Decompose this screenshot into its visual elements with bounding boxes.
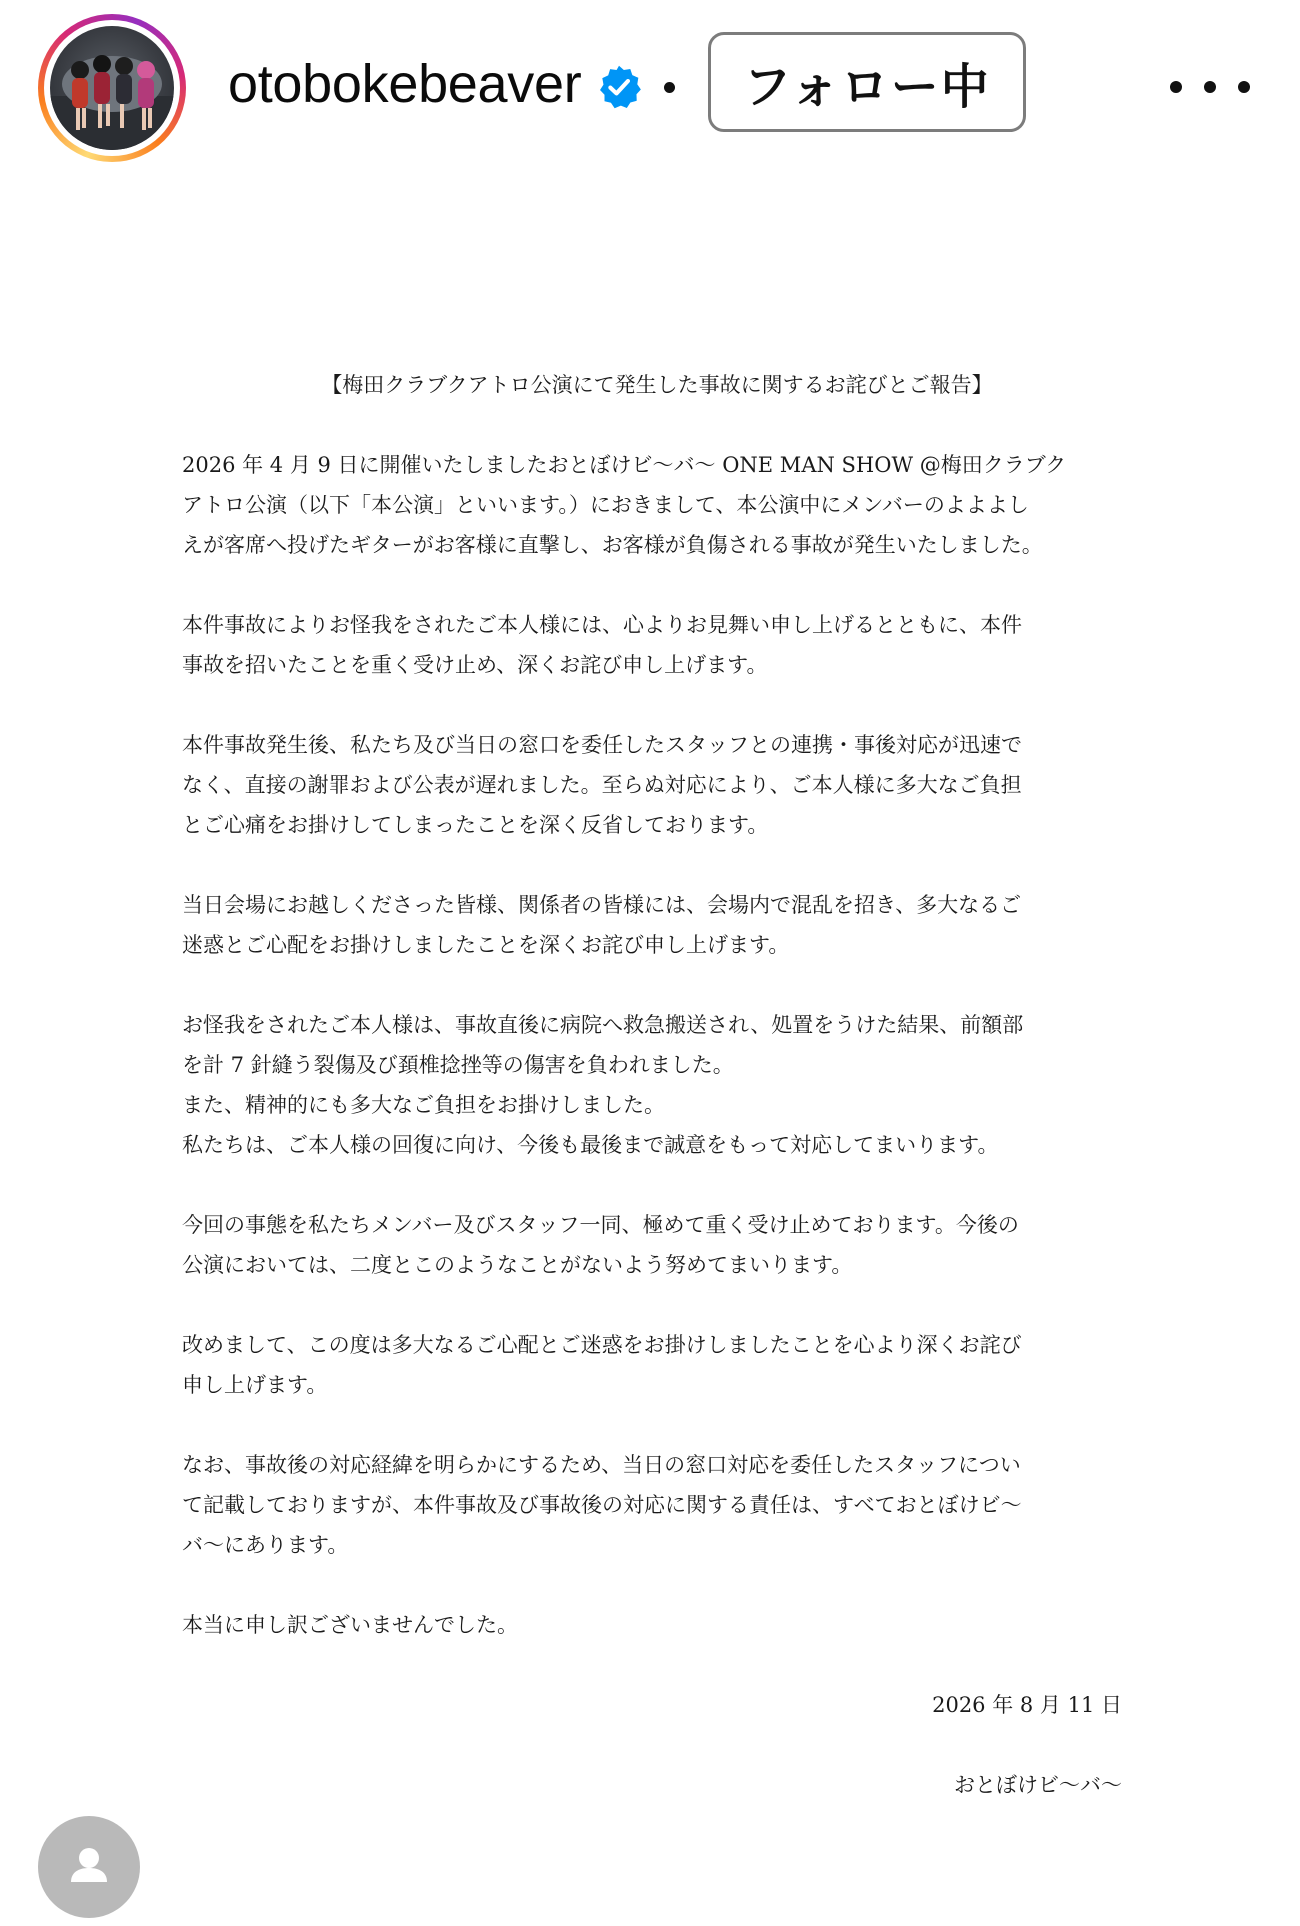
paragraph-line: 本件事故発生後、私たち及び当日の窓口を委任したスタッフとの連携・事後対応が迅速で [182, 733, 1022, 757]
person-silhouette-icon [38, 1816, 140, 1918]
profile-avatar [50, 26, 174, 150]
more-options-icon[interactable] [1170, 62, 1250, 112]
paragraph-line: 迷惑とご心配をお掛けしましたことを深くお詫び申し上げます。 [182, 933, 790, 957]
paragraph [182, 1325, 1132, 1405]
paragraph-line: 本当に申し訳ございませんでした。 [182, 1613, 518, 1637]
paragraph [182, 1445, 1132, 1565]
statement-signature: おとぼけビ〜バ〜 [954, 1773, 1122, 1797]
band-photo-image [50, 26, 174, 150]
paragraph [182, 605, 1132, 685]
paragraph-line: 申し上げます。 [182, 1373, 328, 1397]
more-dot [1170, 81, 1182, 93]
paragraph-line: を計 7 針縫う裂傷及び頚椎捻挫等の傷害を負われました。 [182, 1053, 734, 1077]
more-dot [1204, 81, 1216, 93]
paragraph-line: 当日会場にお越しくださった皆様、関係者の皆様には、会場内で混乱を招き、多大なるご [182, 893, 1022, 917]
separator-dot [664, 82, 675, 93]
paragraph-line: なく、直接の謝罪および公表が遅れました。至らぬ対応により、ご本人様に多大なご負担 [182, 773, 1022, 797]
paragraph-line: 本件事故によりお怪我をされたご本人様には、心よりお見舞い申し上げるとともに、本件 [182, 613, 1022, 637]
paragraph-line: アトロ公演（以下「本公演」といいます。）におきまして、本公演中にメンバーのよよよし [182, 493, 1029, 517]
paragraph-line: 私たちは、ご本人様の回復に向け、今後も最後まで誠意をもって対応してまいります。 [182, 1133, 999, 1157]
verified-badge-icon [596, 64, 642, 110]
paragraph-line: また、精神的にも多大なご負担をお掛けしました。 [182, 1093, 665, 1117]
paragraph-line: なお、事故後の対応経緯を明らかにするため、当日の窓口対応を委任したスタッフについ [182, 1453, 1021, 1477]
profile-avatar-story-ring[interactable] [38, 14, 186, 162]
paragraph-line: お怪我をされたご本人様は、事故直後に病院へ救急搬送され、処置をうけた結果、前額部 [182, 1013, 1024, 1037]
statement-date: 2026 年 8 月 11 日 [932, 1693, 1122, 1717]
more-dot [1238, 81, 1250, 93]
paragraph-line: て記載しておりますが、本件事故及び事故後の対応に関する責任は、すべておとぼけビ〜 [182, 1493, 1022, 1517]
statement-title: 【梅田クラブクアトロ公演にて発生した事故に関するお詫びとご報告】 [321, 373, 993, 397]
paragraph [182, 445, 1132, 565]
paragraph-line: えが客席へ投げたギターがお客様に直撃し、お客様が負傷される事故が発生いたしました。 [182, 533, 1043, 557]
paragraph [182, 1605, 1132, 1645]
paragraph [182, 885, 1132, 965]
paragraph-line: バ〜にあります。 [182, 1533, 349, 1557]
paragraph-line: 事故を招いたことを重く受け止め、深くお詫び申し上げます。 [182, 653, 768, 677]
paragraph-line: とご心痛をお掛けしてしまったことを深く反省しております。 [182, 813, 769, 837]
post-header [0, 0, 1300, 180]
paragraph-line: 2026 年 4 月 9 日に開催いたしましたおとぼけビ〜バ〜 ONE MAN SHOW @梅田クラブク [182, 453, 1067, 477]
paragraph-line: 改めまして、この度は多大なるご心配とご迷惑をお掛けしましたことを心より深くお詫び [182, 1333, 1022, 1357]
following-button[interactable]: フォロー中 [708, 32, 1026, 132]
avatar-ring-gap [44, 20, 180, 156]
paragraph [182, 1205, 1132, 1285]
paragraph [182, 1005, 1132, 1165]
paragraph [182, 725, 1132, 845]
username-link[interactable]: otobokebeaver [228, 54, 582, 114]
paragraph-line: 今回の事態を私たちメンバー及びスタッフ一同、極めて重く受け止めております。今後の [182, 1213, 1019, 1237]
paragraph-line: 公演においては、二度とこのようなことがないよう努めてまいります。 [182, 1253, 853, 1277]
account-person-icon[interactable] [38, 1816, 140, 1918]
